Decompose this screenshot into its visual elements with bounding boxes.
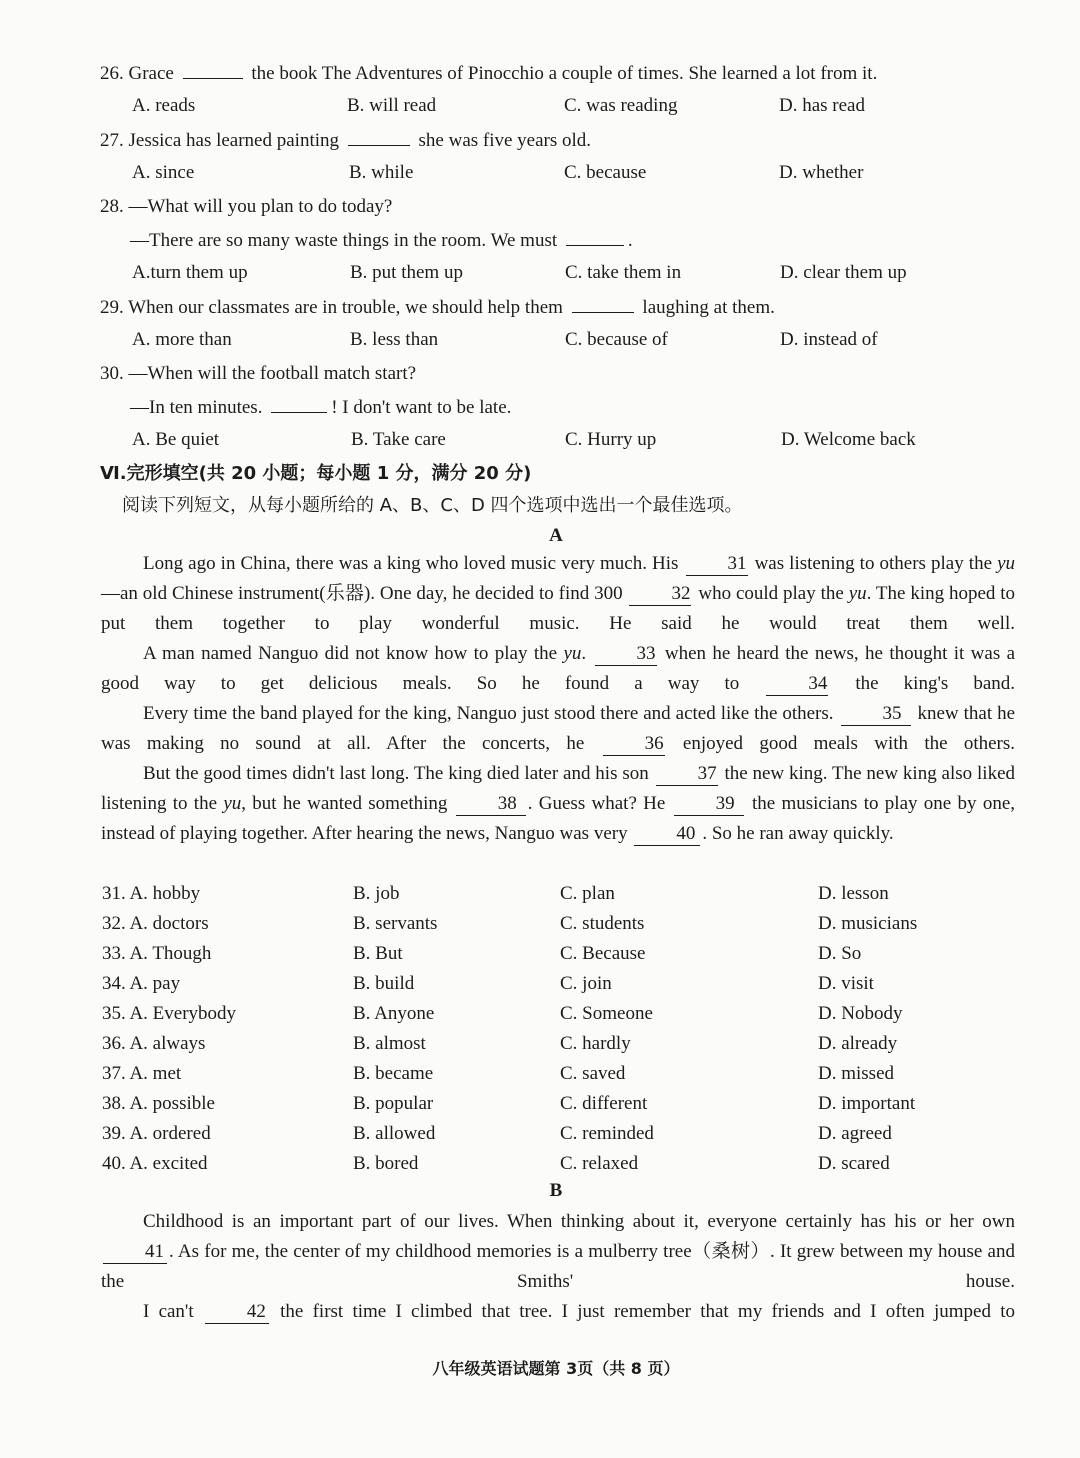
answer-blank bbox=[271, 394, 327, 413]
question-26-stem bbox=[100, 60, 1080, 87]
question-26-text-rest: the book The Adventures of Pinocchio a couple of times. She learned a lot from it. bbox=[251, 63, 878, 84]
passage-a-paragraph-4: But the good times didn't last long. The king died later and his son 37 the new king. The new king also liked listening to the yu, but he wanted something 38 . Guess what? He 39 the musicians to play one by one, instead of playing together. After hearing the news, Nanguo was very 40 . So he ran away quickly. bbox=[101, 763, 1016, 844]
option-a: 33. A. Though bbox=[102, 943, 212, 964]
option-d: D. lesson bbox=[818, 883, 889, 904]
blank-32: 32 bbox=[629, 583, 691, 606]
option-b: B. build bbox=[353, 973, 415, 994]
option-d: D. Nobody bbox=[818, 1003, 903, 1024]
option-c: C. because of bbox=[565, 329, 668, 350]
answer-blank bbox=[183, 60, 243, 79]
question-28-line1: 28. —What will you plan to do today? bbox=[100, 196, 393, 217]
option-b: B. bored bbox=[353, 1153, 419, 1174]
option-d: D. whether bbox=[779, 162, 864, 183]
question-29-options bbox=[0, 327, 1080, 353]
option-a: 40. A. excited bbox=[102, 1153, 208, 1174]
blank-39: 39 bbox=[674, 793, 744, 816]
option-d: D. missed bbox=[818, 1063, 894, 1084]
blank-34: 34 bbox=[766, 673, 828, 696]
option-c: C. relaxed bbox=[560, 1153, 639, 1174]
option-a: 36. A. always bbox=[102, 1033, 206, 1054]
answer-blank bbox=[572, 294, 634, 313]
question-29-stem bbox=[100, 294, 1080, 321]
option-c: C. Because bbox=[560, 943, 646, 964]
blank-42: 42 bbox=[205, 1301, 269, 1324]
option-d: D. instead of bbox=[780, 329, 878, 350]
option-row bbox=[0, 879, 1080, 909]
option-b: B. But bbox=[353, 943, 403, 964]
option-d: D. has read bbox=[779, 95, 865, 116]
option-b: B. job bbox=[353, 883, 400, 904]
option-row bbox=[0, 1029, 1080, 1059]
blank-33: 33 bbox=[595, 643, 657, 666]
option-row bbox=[0, 999, 1080, 1029]
option-row bbox=[0, 1119, 1080, 1149]
option-b: B. put them up bbox=[350, 262, 463, 283]
passage-a-label: A bbox=[549, 525, 563, 546]
option-c: C. was reading bbox=[564, 95, 678, 116]
passage-a-paragraph-2: A man named Nanguo did not know how to play the yu. 33 when he heard the news, he thought it was a good way to get delicious meals. So he found a way to 34 the king's band. bbox=[101, 643, 1016, 694]
question-28-options bbox=[0, 260, 1080, 286]
question-27-options bbox=[0, 160, 1080, 186]
option-a: A. since bbox=[132, 162, 195, 183]
option-a: 38. A. possible bbox=[102, 1093, 215, 1114]
option-c: C. different bbox=[560, 1093, 648, 1114]
option-c: C. students bbox=[560, 913, 645, 934]
option-d: D. musicians bbox=[818, 913, 918, 934]
option-a: 34. A. pay bbox=[102, 973, 181, 994]
option-row bbox=[0, 939, 1080, 969]
question-30-options bbox=[0, 427, 1080, 453]
option-row bbox=[0, 1089, 1080, 1119]
option-b: B. popular bbox=[353, 1093, 434, 1114]
question-27-stem bbox=[100, 127, 1080, 154]
question-30-line1: 30. —When will the football match start? bbox=[100, 363, 417, 384]
question-28-line2: —There are so many waste things in the room. We must . bbox=[130, 227, 1080, 254]
blank-35: 35 bbox=[841, 703, 911, 726]
option-c: C. reminded bbox=[560, 1123, 654, 1144]
option-c: C. join bbox=[560, 973, 612, 994]
option-b: B. servants bbox=[353, 913, 438, 934]
option-a: A. Be quiet bbox=[132, 429, 220, 450]
question-29-text: 29. When our classmates are in trouble, we should help them bbox=[100, 297, 563, 318]
option-d: D. already bbox=[818, 1033, 898, 1054]
option-c: C. take them in bbox=[565, 262, 682, 283]
option-b: B. allowed bbox=[353, 1123, 436, 1144]
question-30-text: —In ten minutes. bbox=[130, 397, 263, 418]
section-title: Ⅵ.完形填空(共 20 小题；每小题 1 分，满分 20 分) bbox=[100, 463, 532, 484]
option-row bbox=[0, 1149, 1080, 1179]
question-26-options bbox=[0, 93, 1080, 119]
option-d: D. scared bbox=[818, 1153, 890, 1174]
option-d: D. clear them up bbox=[780, 262, 907, 283]
blank-41: 41 bbox=[103, 1241, 167, 1264]
option-a: 31. A. hobby bbox=[102, 883, 201, 904]
passage-b-label: B bbox=[549, 1180, 563, 1201]
option-b: B. Anyone bbox=[353, 1003, 435, 1024]
question-27-text: 27. Jessica has learned painting bbox=[100, 130, 340, 151]
option-c: C. hardly bbox=[560, 1033, 631, 1054]
option-d: D. visit bbox=[818, 973, 874, 994]
passage-a-paragraph-1: Long ago in China, there was a king who loved music very much. His 31 was listening to others play the yu—an old Chinese instrument(乐器). One day, he decided to find 300 32 who could play the yu. The king hoped to put them together to play wonderful music. He said he would treat them well. bbox=[101, 553, 1016, 634]
option-a: A. more than bbox=[132, 329, 232, 350]
question-29-text-rest: laughing at them. bbox=[642, 297, 775, 318]
option-b: B. while bbox=[349, 162, 414, 183]
section-instruction: 阅读下列短文，从每小题所给的 A、B、C、D 四个选项中选出一个最佳选项。 bbox=[122, 495, 743, 516]
blank-37: 37 bbox=[656, 763, 718, 786]
option-c: C. plan bbox=[560, 883, 615, 904]
question-30-line2 bbox=[130, 394, 1080, 421]
option-row bbox=[0, 909, 1080, 939]
blank-31: 31 bbox=[686, 553, 748, 576]
question-28-text: —There are so many waste things in the room. We must bbox=[130, 230, 558, 251]
question-27-text-rest: she was five years old. bbox=[418, 130, 592, 151]
option-c: C. Hurry up bbox=[565, 429, 657, 450]
option-a: A. reads bbox=[132, 95, 196, 116]
option-b: B. will read bbox=[347, 95, 437, 116]
passage-b-paragraph-2: I can't 42 the first time I climbed that tree. I just remember that my friends and I often jumped to bbox=[143, 1301, 1016, 1322]
answer-blank bbox=[348, 127, 410, 146]
passage-b-paragraph-1: Childhood is an important part of our lives. When thinking about it, everyone certainly has his or her own 41 . As for me, the center of my childhood memories is a mulberry tree（桑树）. It grew between my house and the Smiths' house. bbox=[101, 1211, 1015, 1292]
option-b: B. became bbox=[353, 1063, 434, 1084]
page-footer: 八年级英语试题第 3页（共 8 页） bbox=[432, 1359, 680, 1378]
passage-a-paragraph-3: Every time the band played for the king, Nanguo just stood there and acted like the others. 35 knew that he was making no sound at all. After the concerts, he 36 enjoyed good meals with the others. bbox=[101, 703, 1016, 754]
option-a: A.turn them up bbox=[132, 262, 248, 283]
option-b: B. almost bbox=[353, 1033, 426, 1054]
option-a: 39. A. ordered bbox=[102, 1123, 211, 1144]
option-c: C. because bbox=[564, 162, 647, 183]
option-d: D. Welcome back bbox=[781, 429, 916, 450]
option-a: 37. A. met bbox=[102, 1063, 182, 1084]
blank-40: 40 bbox=[634, 823, 700, 846]
option-d: D. So bbox=[818, 943, 862, 964]
question-26-text: 26. Grace bbox=[100, 63, 174, 84]
blank-36: 36 bbox=[603, 733, 665, 756]
blank-38: 38 bbox=[456, 793, 526, 816]
option-a: 32. A. doctors bbox=[102, 913, 209, 934]
option-b: B. less than bbox=[350, 329, 439, 350]
option-row bbox=[0, 969, 1080, 999]
option-row bbox=[0, 1059, 1080, 1089]
answer-blank bbox=[566, 227, 624, 246]
option-a: 35. A. Everybody bbox=[102, 1003, 237, 1024]
question-30-text-rest: ! I don't want to be late. bbox=[331, 397, 512, 418]
option-d: D. important bbox=[818, 1093, 916, 1114]
option-b: B. Take care bbox=[351, 429, 446, 450]
option-c: C. Someone bbox=[560, 1003, 653, 1024]
option-d: D. agreed bbox=[818, 1123, 892, 1144]
option-c: C. saved bbox=[560, 1063, 626, 1084]
